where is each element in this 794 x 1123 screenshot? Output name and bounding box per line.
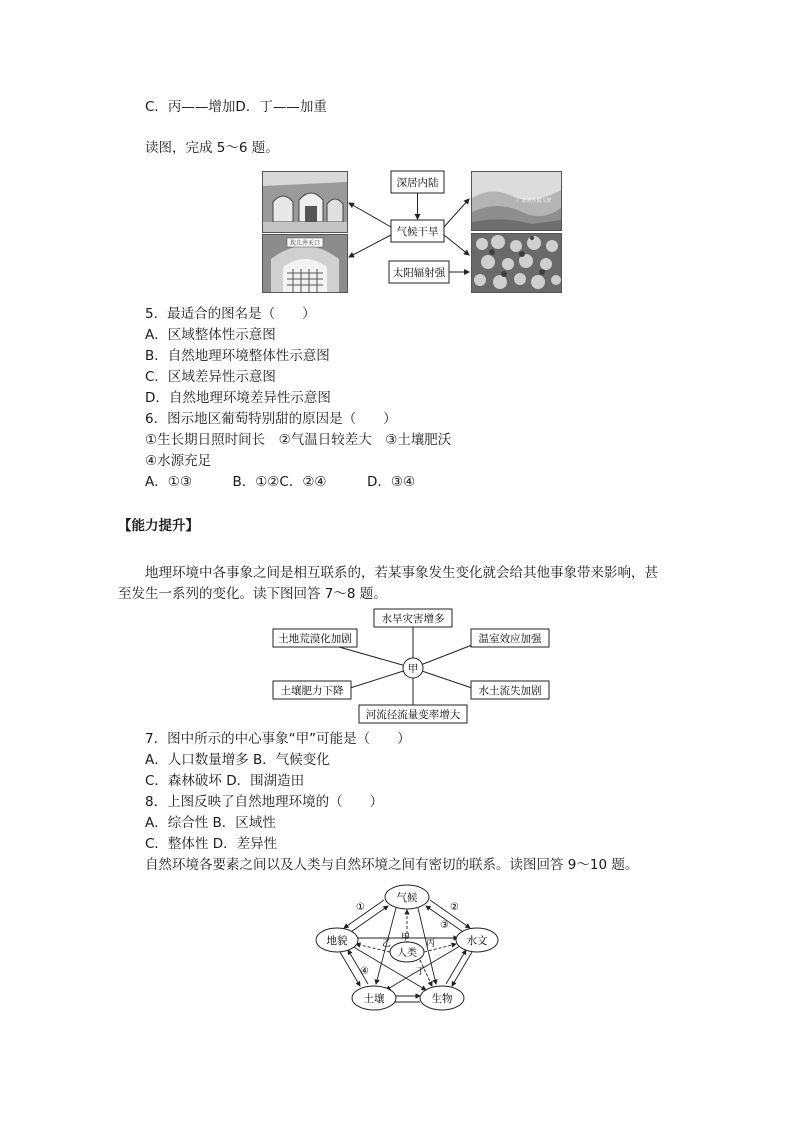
label-jia: 甲 — [401, 933, 411, 943]
label-n3: ③ — [440, 920, 449, 931]
arrow-arid-to-cave — [349, 203, 391, 227]
center-event-label: 甲 — [407, 663, 419, 675]
desert-caption: 广袤的沙漠戈壁 — [516, 198, 552, 204]
node-human-label: 人类 — [397, 948, 417, 959]
node-hydrology-label: 水文 — [466, 935, 488, 947]
instruction-5-6: 读图，完成 5～6 题。 — [145, 140, 279, 156]
label-n2: ② — [450, 902, 459, 913]
q6-options: A．①③ B．①②C．②④ D．③④ — [145, 474, 416, 490]
intro-9-10: 自然环境各要素之间以及人类与自然环境之间有密切的联系。读图回答 9～10 题。 — [145, 857, 639, 873]
figure-environment-network — [312, 882, 502, 1012]
q5-option-d: D．自然地理环境差异性示意图 — [145, 390, 331, 406]
box-strong-radiation-label: 太阳辐射强 — [392, 267, 446, 279]
box-arid-climate-label: 气候干旱 — [396, 226, 439, 238]
node-climate-label: 气候 — [396, 892, 418, 904]
node-biology-label: 生物 — [431, 993, 453, 1005]
box-runoff-label: 河流径流量变率增大 — [365, 709, 461, 721]
question-7: 7．图中所示的中心事象“甲”可能是（ ） — [145, 731, 411, 747]
figure-grape-region — [262, 169, 561, 292]
intro-7-8-line2: 至发生一系列的变化。读下图回答 7～8 题。 — [118, 586, 387, 602]
spoke-left-top — [332, 645, 413, 668]
box-disasters-label: 水旱灾害增多 — [381, 613, 445, 625]
question-5: 5．最适合的图名是（ ） — [145, 306, 316, 322]
node-soil-label: 土壤 — [363, 993, 385, 1005]
question-6: 6．图示地区葡萄特别甜的原因是（ ） — [145, 411, 397, 427]
box-soil-erosion-label: 水土流失加剧 — [478, 685, 542, 697]
q5-option-b: B．自然地理环境整体性示意图 — [145, 348, 330, 364]
arrow-arid-to-karez — [349, 235, 391, 257]
box-desertification-label: 土地荒漠化加剧 — [278, 633, 352, 645]
box-greenhouse-label: 温室效应加强 — [478, 633, 542, 645]
intro-7-8-line1: 地理环境中各事象之间是相互联系的，若某事象发生变化就会给其他事象带来影响，甚 — [145, 565, 658, 581]
arrow-landform-climate — [348, 906, 388, 934]
arrow-arid-to-grapes — [444, 235, 469, 255]
arrow-landform-soil — [340, 952, 360, 986]
q8-options-ab: A．综合性 B．区域性 — [145, 815, 276, 831]
label-yi: 乙 — [382, 939, 392, 949]
question-8: 8．上图反映了自然地理环境的（ ） — [145, 794, 384, 810]
q5-option-a: A．区域整体性示意图 — [145, 327, 276, 343]
box-soil-fertility-label: 土壤肥力下降 — [280, 685, 344, 697]
label-bing: 丙 — [426, 939, 436, 949]
q6-statements-2: ④水源充足 — [145, 453, 212, 469]
label-n1: ① — [356, 902, 365, 913]
figure-radial-diagram — [262, 606, 552, 726]
arrow-arid-to-desert — [444, 199, 469, 227]
q7-options-ab: A．人口数量增多 B．气候变化 — [145, 752, 330, 768]
section-heading: 【能力提升】 — [118, 518, 199, 534]
q7-options-cd: C．森林破坏 D．围湖造田 — [145, 773, 305, 789]
option-cd-line: C．丙——增加D．丁——加重 — [145, 99, 327, 115]
q8-options-cd: C．整体性 D．差异性 — [145, 836, 278, 852]
node-landform-label: 地貌 — [326, 935, 348, 947]
q5-option-c: C．区域差异性示意图 — [145, 369, 276, 385]
box-inland-label: 深居内陆 — [396, 177, 439, 189]
q6-statements-1: ①生长期日照时间长 ②气温日较差大 ③土壤肥沃 — [145, 432, 452, 448]
label-ding: 丁 — [416, 967, 426, 977]
karez-sign-text: 坎儿井天口 — [289, 240, 321, 247]
label-n4: ④ — [360, 966, 369, 977]
